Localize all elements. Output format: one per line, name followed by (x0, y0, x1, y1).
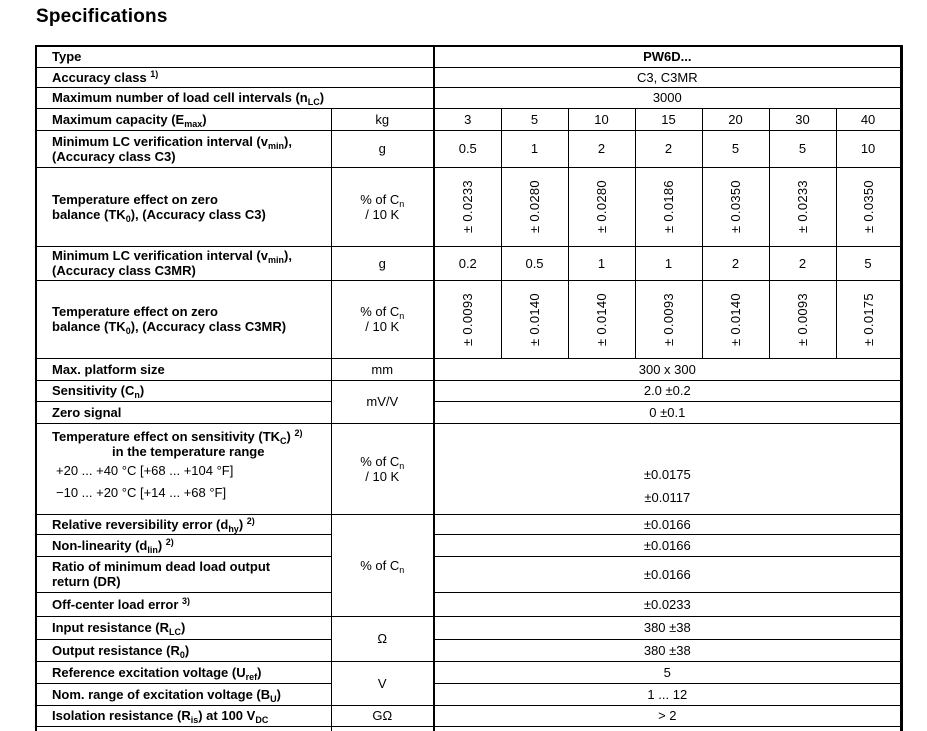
max-capacity-value: 3 (434, 108, 501, 130)
vmin-c3mr-value: 5 (836, 246, 901, 280)
vmin-c3-value: 10 (836, 130, 901, 167)
vertical-value-text: ± 0.0140 (527, 292, 543, 346)
tk0-c3-value (836, 167, 901, 246)
row-tk0-c3 (36, 167, 901, 246)
vmin-c3-value: 2 (568, 130, 635, 167)
isolation-resistance-label: Isolation resistance $(R_{is})$ at 100 $V_{DC}$ (36, 705, 331, 726)
platform-size-unit: mm (331, 358, 434, 380)
input-resistance-value: 380 ±38 (434, 616, 901, 639)
sensitivity-label: Sensitivity $(C_n)$ (36, 380, 331, 401)
tk0-c3mr-value (635, 280, 702, 358)
vmin-c3mr-unit: g (331, 246, 434, 280)
max-capacity-value: 5 (501, 108, 568, 130)
tk0-c3mr-value (769, 280, 836, 358)
isolation-resistance-value: > 2 (434, 705, 901, 726)
row-tk0-c3mr (36, 280, 901, 358)
vertical-value-text: ± 0.0233 (460, 180, 476, 233)
vertical-value-text: ± 0.0350 (728, 180, 744, 233)
clipped-row-cell (331, 726, 434, 731)
ohm-unit: Ω (331, 616, 434, 661)
vmin-c3mr-label: Minimum LC verification interval $(v_{min})$, (Accuracy class C3MR) (36, 246, 331, 280)
tk0-c3-value (434, 167, 501, 246)
max-capacity-value: 10 (568, 108, 635, 130)
row-max-intervals (36, 87, 901, 108)
row-off-center (36, 592, 901, 616)
page-title: Specifications (36, 6, 168, 27)
tk0-c3-value (568, 167, 635, 246)
tk0-c3mr-value (434, 280, 501, 358)
row-output-resistance (36, 639, 901, 661)
tkc-label-line1: Temperature effect on sensitivity $(TK_C)$ $^{2)}$ (52, 427, 303, 446)
row-type (36, 46, 901, 67)
input-resistance-label: Input resistance $(R_{LC})$ (36, 616, 331, 639)
row-vmin-c3 (36, 130, 901, 167)
tk0-c3mr-value (501, 280, 568, 358)
row-bu (36, 683, 901, 705)
vmin-c3mr-value: 2 (769, 246, 836, 280)
type-value: PW6D... (434, 46, 901, 67)
row-zero-signal (36, 401, 901, 423)
tk0-c3-unit: % of $C_n$ / 10 K (331, 167, 434, 246)
max-intervals-value: 3000 (434, 87, 901, 108)
tk0-c3-label: Temperature effect on zero balance $(TK_0)$, (Accuracy class C3) (36, 167, 331, 246)
row-sensitivity (36, 380, 901, 401)
off-center-label: Off-center load error $^{3)}$ (36, 592, 331, 616)
vmin-c3mr-value: 0.5 (501, 246, 568, 280)
tk0-c3-value (769, 167, 836, 246)
row-max-capacity (36, 108, 901, 130)
vertical-value-text: ± 0.0140 (594, 292, 610, 346)
max-capacity-value: 15 (635, 108, 702, 130)
vmin-c3mr-value: 1 (635, 246, 702, 280)
row-vmin-c3mr (36, 246, 901, 280)
vertical-value-text: ± 0.0280 (527, 180, 543, 233)
dlin-value: ±0.0166 (434, 534, 901, 556)
vmin-c3-value: 0.5 (434, 130, 501, 167)
row-clipped (36, 726, 901, 731)
row-dr (36, 556, 901, 592)
vmin-c3mr-value: 0.2 (434, 246, 501, 280)
tk0-c3mr-value (836, 280, 901, 358)
percent-cn-unit: % of $C_n$ (331, 514, 434, 616)
spec-table-container (35, 45, 904, 731)
tkc-unit: % of $C_n$ / 10 K (331, 423, 434, 514)
dr-label: Ratio of minimum dead load output return (DR) (36, 556, 331, 592)
uref-label: Reference excitation voltage $(U_{ref})$ (36, 661, 331, 683)
zero-signal-label: Zero signal (36, 401, 331, 423)
sensitivity-value: 2.0 ±0.2 (434, 380, 901, 401)
vertical-value-text: ± 0.0140 (728, 292, 744, 346)
max-capacity-value: 20 (702, 108, 769, 130)
tk0-c3mr-value (568, 280, 635, 358)
clipped-row-cell (36, 726, 331, 731)
vmin-c3-value: 2 (635, 130, 702, 167)
vmin-c3-unit: g (331, 130, 434, 167)
row-dhy (36, 514, 901, 534)
row-tkc (36, 423, 901, 514)
dhy-value: ±0.0166 (434, 514, 901, 534)
vertical-value-text: ± 0.0350 (860, 180, 876, 233)
vertical-value-text: ± 0.0233 (795, 180, 811, 233)
accuracy-class-label: Accuracy class $^{1)}$ (36, 67, 434, 87)
sensitivity-unit: mV/V (331, 380, 434, 423)
output-resistance-value: 380 ±38 (434, 639, 901, 661)
row-isolation-resistance (36, 705, 901, 726)
tkc-value-low: ±0.0117 (644, 489, 691, 505)
tk0-c3mr-unit: % of $C_n$ / 10 K (331, 280, 434, 358)
row-uref (36, 661, 901, 683)
vertical-value-text: ± 0.0280 (594, 180, 610, 233)
bu-value: 1 ... 12 (434, 683, 901, 705)
vertical-value-text: ± 0.0186 (661, 180, 677, 233)
max-capacity-value: 40 (836, 108, 901, 130)
max-capacity-unit: kg (331, 108, 434, 130)
vertical-value-text: ± 0.0093 (661, 292, 677, 346)
vmin-c3-label: Minimum LC verification interval $(v_{min})$, (Accuracy class C3) (36, 130, 331, 167)
vertical-value-text: ± 0.0093 (795, 292, 811, 346)
platform-size-label: Max. platform size (36, 358, 331, 380)
type-label: Type (36, 46, 434, 67)
tk0-c3-value (702, 167, 769, 246)
spec-table (35, 45, 903, 731)
accuracy-class-value: C3, C3MR (434, 67, 901, 87)
tk0-c3-value (501, 167, 568, 246)
tk0-c3mr-value (702, 280, 769, 358)
row-platform-size (36, 358, 901, 380)
tkc-range-high: +20 ... +40 °C [+68 ... +104 °F] (56, 462, 234, 478)
row-dlin (36, 534, 901, 556)
gohm-unit: GΩ (331, 705, 434, 726)
platform-size-value: 300 x 300 (434, 358, 901, 380)
max-capacity-label: Maximum capacity $(E_{max})$ (36, 108, 331, 130)
uref-value: 5 (434, 661, 901, 683)
tk0-c3mr-label: Temperature effect on zero balance $(TK_0)$, (Accuracy class C3MR) (36, 280, 331, 358)
max-capacity-value: 30 (769, 108, 836, 130)
off-center-value: ±0.0233 (434, 592, 901, 616)
vmin-c3mr-value: 2 (702, 246, 769, 280)
row-input-resistance (36, 616, 901, 639)
tkc-value-high: ±0.0175 (643, 466, 691, 482)
tkc-label (36, 423, 331, 514)
max-intervals-label: Maximum number of load cell intervals $(n_{LC})$ (36, 87, 434, 108)
tkc-values (434, 423, 901, 514)
vertical-value-text: ± 0.0175 (860, 292, 876, 346)
volt-unit: V (331, 661, 434, 705)
vertical-value-text: ± 0.0093 (460, 292, 476, 346)
tk0-c3-value (635, 167, 702, 246)
zero-signal-value: 0 ±0.1 (434, 401, 901, 423)
output-resistance-label: Output resistance $(R_0)$ (36, 639, 331, 661)
vmin-c3-value: 5 (769, 130, 836, 167)
dhy-label: Relative reversibility error $(d_{hy})$ $^{2)}$ (36, 514, 331, 534)
tkc-range-low: −10 ... +20 °C [+14 ... +68 °F] (56, 484, 227, 500)
vmin-c3-value: 1 (501, 130, 568, 167)
dr-value: ±0.0166 (434, 556, 901, 592)
clipped-row-cell (434, 726, 901, 731)
vmin-c3-value: 5 (702, 130, 769, 167)
row-accuracy-class (36, 67, 901, 87)
dlin-label: Non-linearity $(d_{lin})$ $^{2)}$ (36, 534, 331, 556)
bu-label: Nom. range of excitation voltage $(B_U)$ (36, 683, 331, 705)
vmin-c3mr-value: 1 (568, 246, 635, 280)
tkc-label-line2: in the temperature range (112, 443, 265, 459)
